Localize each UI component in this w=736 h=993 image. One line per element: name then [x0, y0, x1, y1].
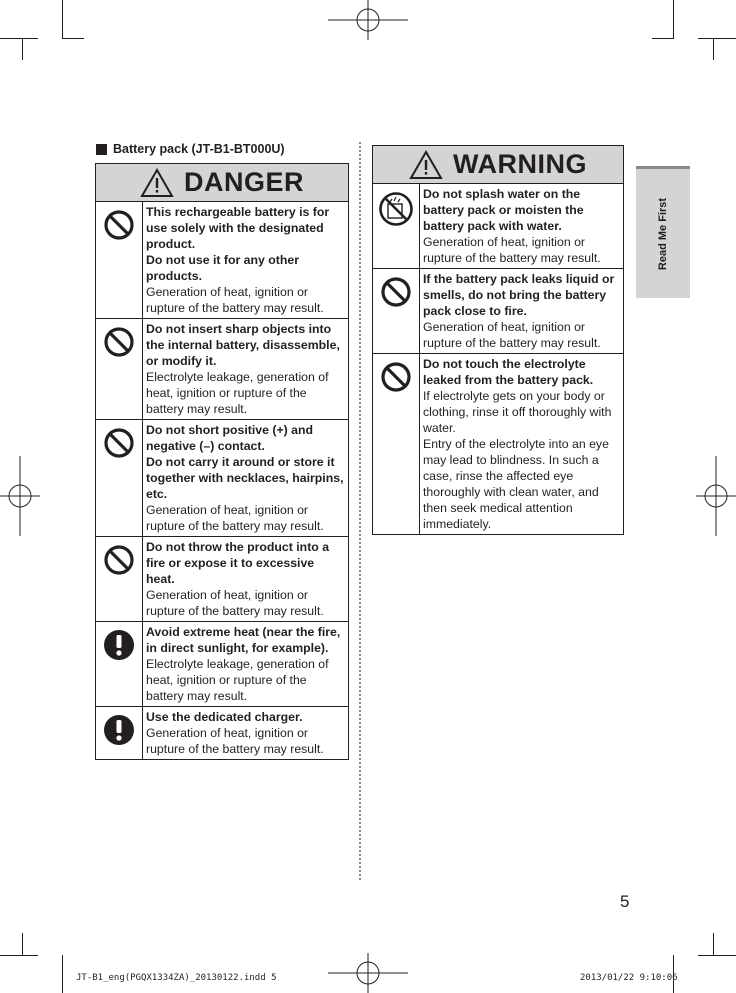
- footer-timestamp: 2013/01/22 9:10:06: [580, 973, 678, 983]
- danger-row-text: [143, 707, 348, 759]
- consequence-text: Generation of heat, ignition or rupture of the battery may result.: [423, 235, 601, 265]
- bold-instruction: Do not use it for any other products.: [146, 253, 300, 283]
- prohibition-icon: [96, 319, 143, 419]
- registration-mark-right: [696, 456, 736, 536]
- bold-instruction: If the battery pack leaks liquid or smells, do not bring the battery pack close to fire.: [423, 272, 615, 318]
- mandatory-icon: [96, 707, 143, 759]
- caution-triangle-icon: [140, 168, 174, 198]
- consequence-text: Generation of heat, ignition or rupture of the battery may result.: [146, 726, 324, 756]
- warning-row-text: [420, 354, 623, 534]
- warning-table: [372, 145, 624, 535]
- bold-instruction: Do not touch the electrolyte leaked from the battery pack.: [423, 357, 594, 387]
- warning-row: [373, 268, 623, 353]
- danger-row-text: [143, 420, 348, 536]
- bold-instruction: Use the dedicated charger.: [146, 710, 303, 724]
- no-water-icon: [373, 184, 420, 268]
- registration-mark-left: [0, 456, 40, 536]
- danger-row-text: [143, 319, 348, 419]
- registration-mark-top: [328, 0, 408, 40]
- warning-header: [373, 146, 623, 184]
- consequence-text: Entry of the electrolyte into an eye may lead to blindness. In such a case, rinse the affected eye thoroughly with clean water, and then seek medical attention immediately.: [423, 437, 609, 531]
- prohibition-icon: [96, 420, 143, 536]
- page-number: 5: [620, 892, 630, 911]
- danger-row: [96, 536, 348, 621]
- caution-triangle-icon: [409, 150, 443, 180]
- prohibition-icon: [373, 354, 420, 534]
- bold-instruction: Do not insert sharp objects into the internal battery, disassemble, or modify it.: [146, 322, 340, 368]
- danger-row-text: [143, 622, 348, 706]
- consequence-text: If electrolyte gets on your body or clothing, rinse it off thoroughly with water.: [423, 389, 612, 435]
- bold-instruction: Avoid extreme heat (near the fire, in direct sunlight, for example).: [146, 625, 341, 655]
- bold-instruction: Do not throw the product into a fire or expose it to excessive heat.: [146, 540, 330, 586]
- column-divider: [359, 142, 361, 880]
- bold-instruction: Do not short positive (+) and negative (–) contact.: [146, 423, 314, 453]
- warning-row: [373, 353, 623, 534]
- danger-header: [96, 164, 348, 202]
- danger-row-text: [143, 202, 348, 318]
- danger-row: [96, 318, 348, 419]
- sidebar-tab: [636, 166, 690, 298]
- danger-table: [95, 163, 349, 760]
- prohibition-icon: [96, 202, 143, 318]
- footer-file-info: JT-B1_eng(PGQX1334ZA)_20130122.indd 5: [76, 973, 277, 983]
- section-title-text: Battery pack (JT-B1-BT000U): [113, 142, 285, 156]
- danger-row: [96, 419, 348, 536]
- warning-row-text: [420, 269, 623, 353]
- warning-row: [373, 184, 623, 268]
- danger-row: [96, 706, 348, 759]
- bold-instruction: This rechargeable battery is for use solely with the designated product.: [146, 205, 330, 251]
- section-title: [96, 142, 285, 156]
- consequence-text: Electrolyte leakage, generation of heat, ignition or rupture of the battery may result.: [146, 370, 329, 416]
- prohibition-icon: [96, 537, 143, 621]
- consequence-text: Generation of heat, ignition or rupture of the battery may result.: [146, 588, 324, 618]
- danger-row-text: [143, 537, 348, 621]
- prohibition-icon: [373, 269, 420, 353]
- sidebar-tab-label: Read Me First: [657, 197, 670, 270]
- registration-mark-bottom: [328, 953, 408, 993]
- danger-row: [96, 621, 348, 706]
- danger-heading: DANGER: [183, 167, 304, 197]
- consequence-text: Generation of heat, ignition or rupture of the battery may result.: [146, 503, 324, 533]
- bullet-square-icon: [96, 144, 107, 155]
- consequence-text: Generation of heat, ignition or rupture of the battery may result.: [146, 285, 324, 315]
- consequence-text: Generation of heat, ignition or rupture of the battery may result.: [423, 320, 601, 350]
- danger-row: [96, 202, 348, 318]
- mandatory-icon: [96, 622, 143, 706]
- bold-instruction: Do not splash water on the battery pack or moisten the battery pack with water.: [423, 187, 584, 233]
- bold-instruction: Do not carry it around or store it together with necklaces, hairpins, etc.: [146, 455, 344, 501]
- consequence-text: Electrolyte leakage, generation of heat, ignition or rupture of the battery may result.: [146, 657, 329, 703]
- warning-rows: [373, 184, 623, 534]
- danger-rows: [96, 202, 348, 759]
- warning-row-text: [420, 184, 623, 268]
- warning-heading: WARNING: [453, 149, 587, 179]
